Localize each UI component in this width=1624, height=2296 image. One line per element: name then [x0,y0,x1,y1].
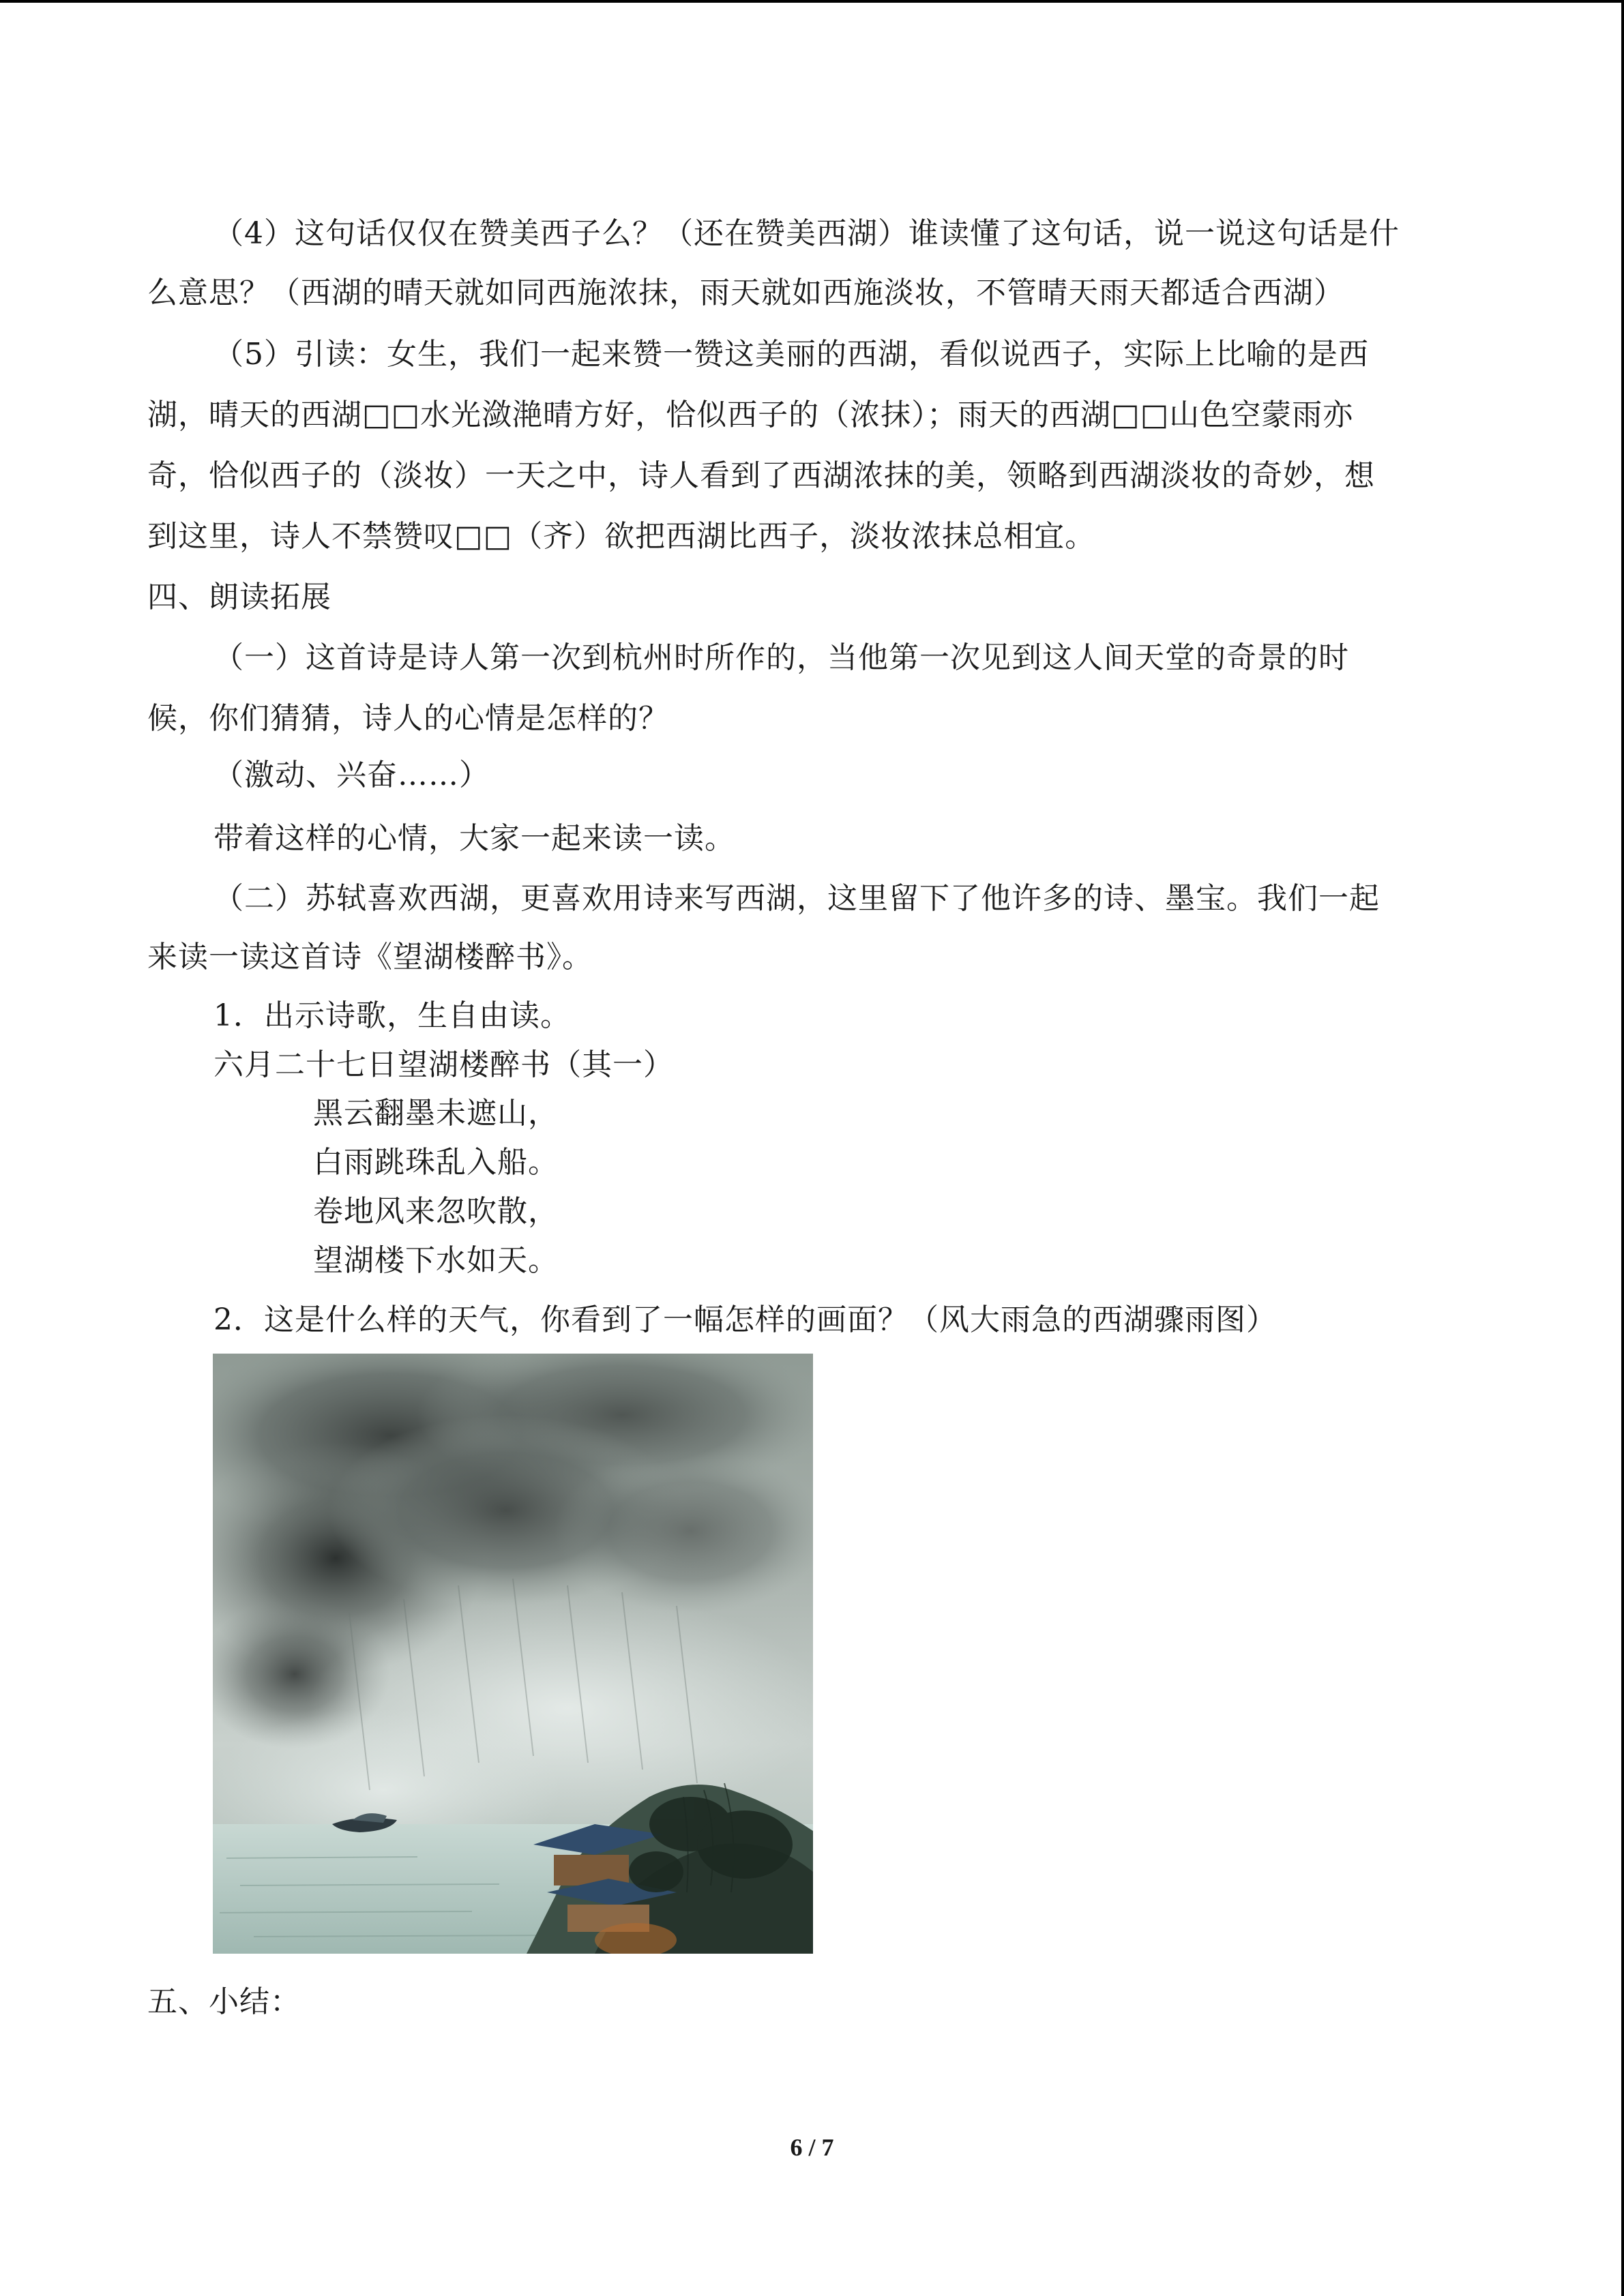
paragraph-5-line-4: 到这里，诗人不禁赞叹□□（齐）欲把西湖比西子，淡妆浓抹总相宜。 [147,519,1096,554]
paragraph-5-line-3: 奇，恰似西子的（淡妆）一天之中，诗人看到了西湖浓抹的美，领略到西湖淡妆的奇妙，想 [147,458,1375,493]
poem-line-4: 望湖楼下水如天。 [313,1243,559,1278]
section-4-part-1-read: 带着这样的心情，大家一起来读一读。 [213,821,735,856]
page-number: 6 / 7 [790,2134,834,2161]
section-4-part-2-line-1: （二）苏轼喜欢西湖，更喜欢用诗来写西湖，这里留下了他许多的诗、墨宝。我们一起 [213,881,1380,916]
west-lake-rain-painting [213,1354,813,1954]
paragraph-5-line-2: 湖，晴天的西湖□□水光潋滟晴方好，恰似西子的（浓抹）；雨天的西湖□□山色空蒙雨亦 [147,398,1354,432]
section-4-part-1-answer: （激动、兴奋……） [213,758,490,792]
paragraph-4-line-1: （4）这句话仅仅在赞美西子么？（还在赞美西湖）谁读懂了这句话，说一说这句话是什 [213,216,1400,251]
poem-line-1: 黑云翻墨未遮山， [313,1096,559,1131]
paragraph-5-line-1: （5）引读：女生，我们一起来赞一赞这美丽的西湖，看似说西子，实际上比喻的是西 [213,337,1369,372]
paragraph-4-line-2: 么意思？（西湖的晴天就如同西施浓抹，雨天就如西施淡妆，不管晴天雨天都适合西湖） [147,275,1344,310]
poem-title: 六月二十七日望湖楼醉书（其一） [213,1047,674,1082]
poem-line-3: 卷地风来忽吹散， [313,1194,559,1229]
section-4-part-1-line-1: （一）这首诗是诗人第一次到杭州时所作的，当他第一次见到这人间天堂的奇景的时 [213,640,1349,675]
section-4-part-2-line-2: 来读一读这首诗《望湖楼醉书》。 [147,940,593,974]
section-4-part-1-line-2: 候，你们猜猜，诗人的心情是怎样的？ [147,701,669,736]
step-2: 2．这是什么样的天气，你看到了一幅怎样的画面？（风大雨急的西湖骤雨图） [213,1302,1277,1337]
section-5-heading: 五、小结： [147,1984,301,2019]
section-4-heading: 四、朗读拓展 [147,580,331,614]
step-1: 1．出示诗歌，生自由读。 [213,998,571,1033]
poem-line-2: 白雨跳珠乱入船。 [313,1145,559,1180]
